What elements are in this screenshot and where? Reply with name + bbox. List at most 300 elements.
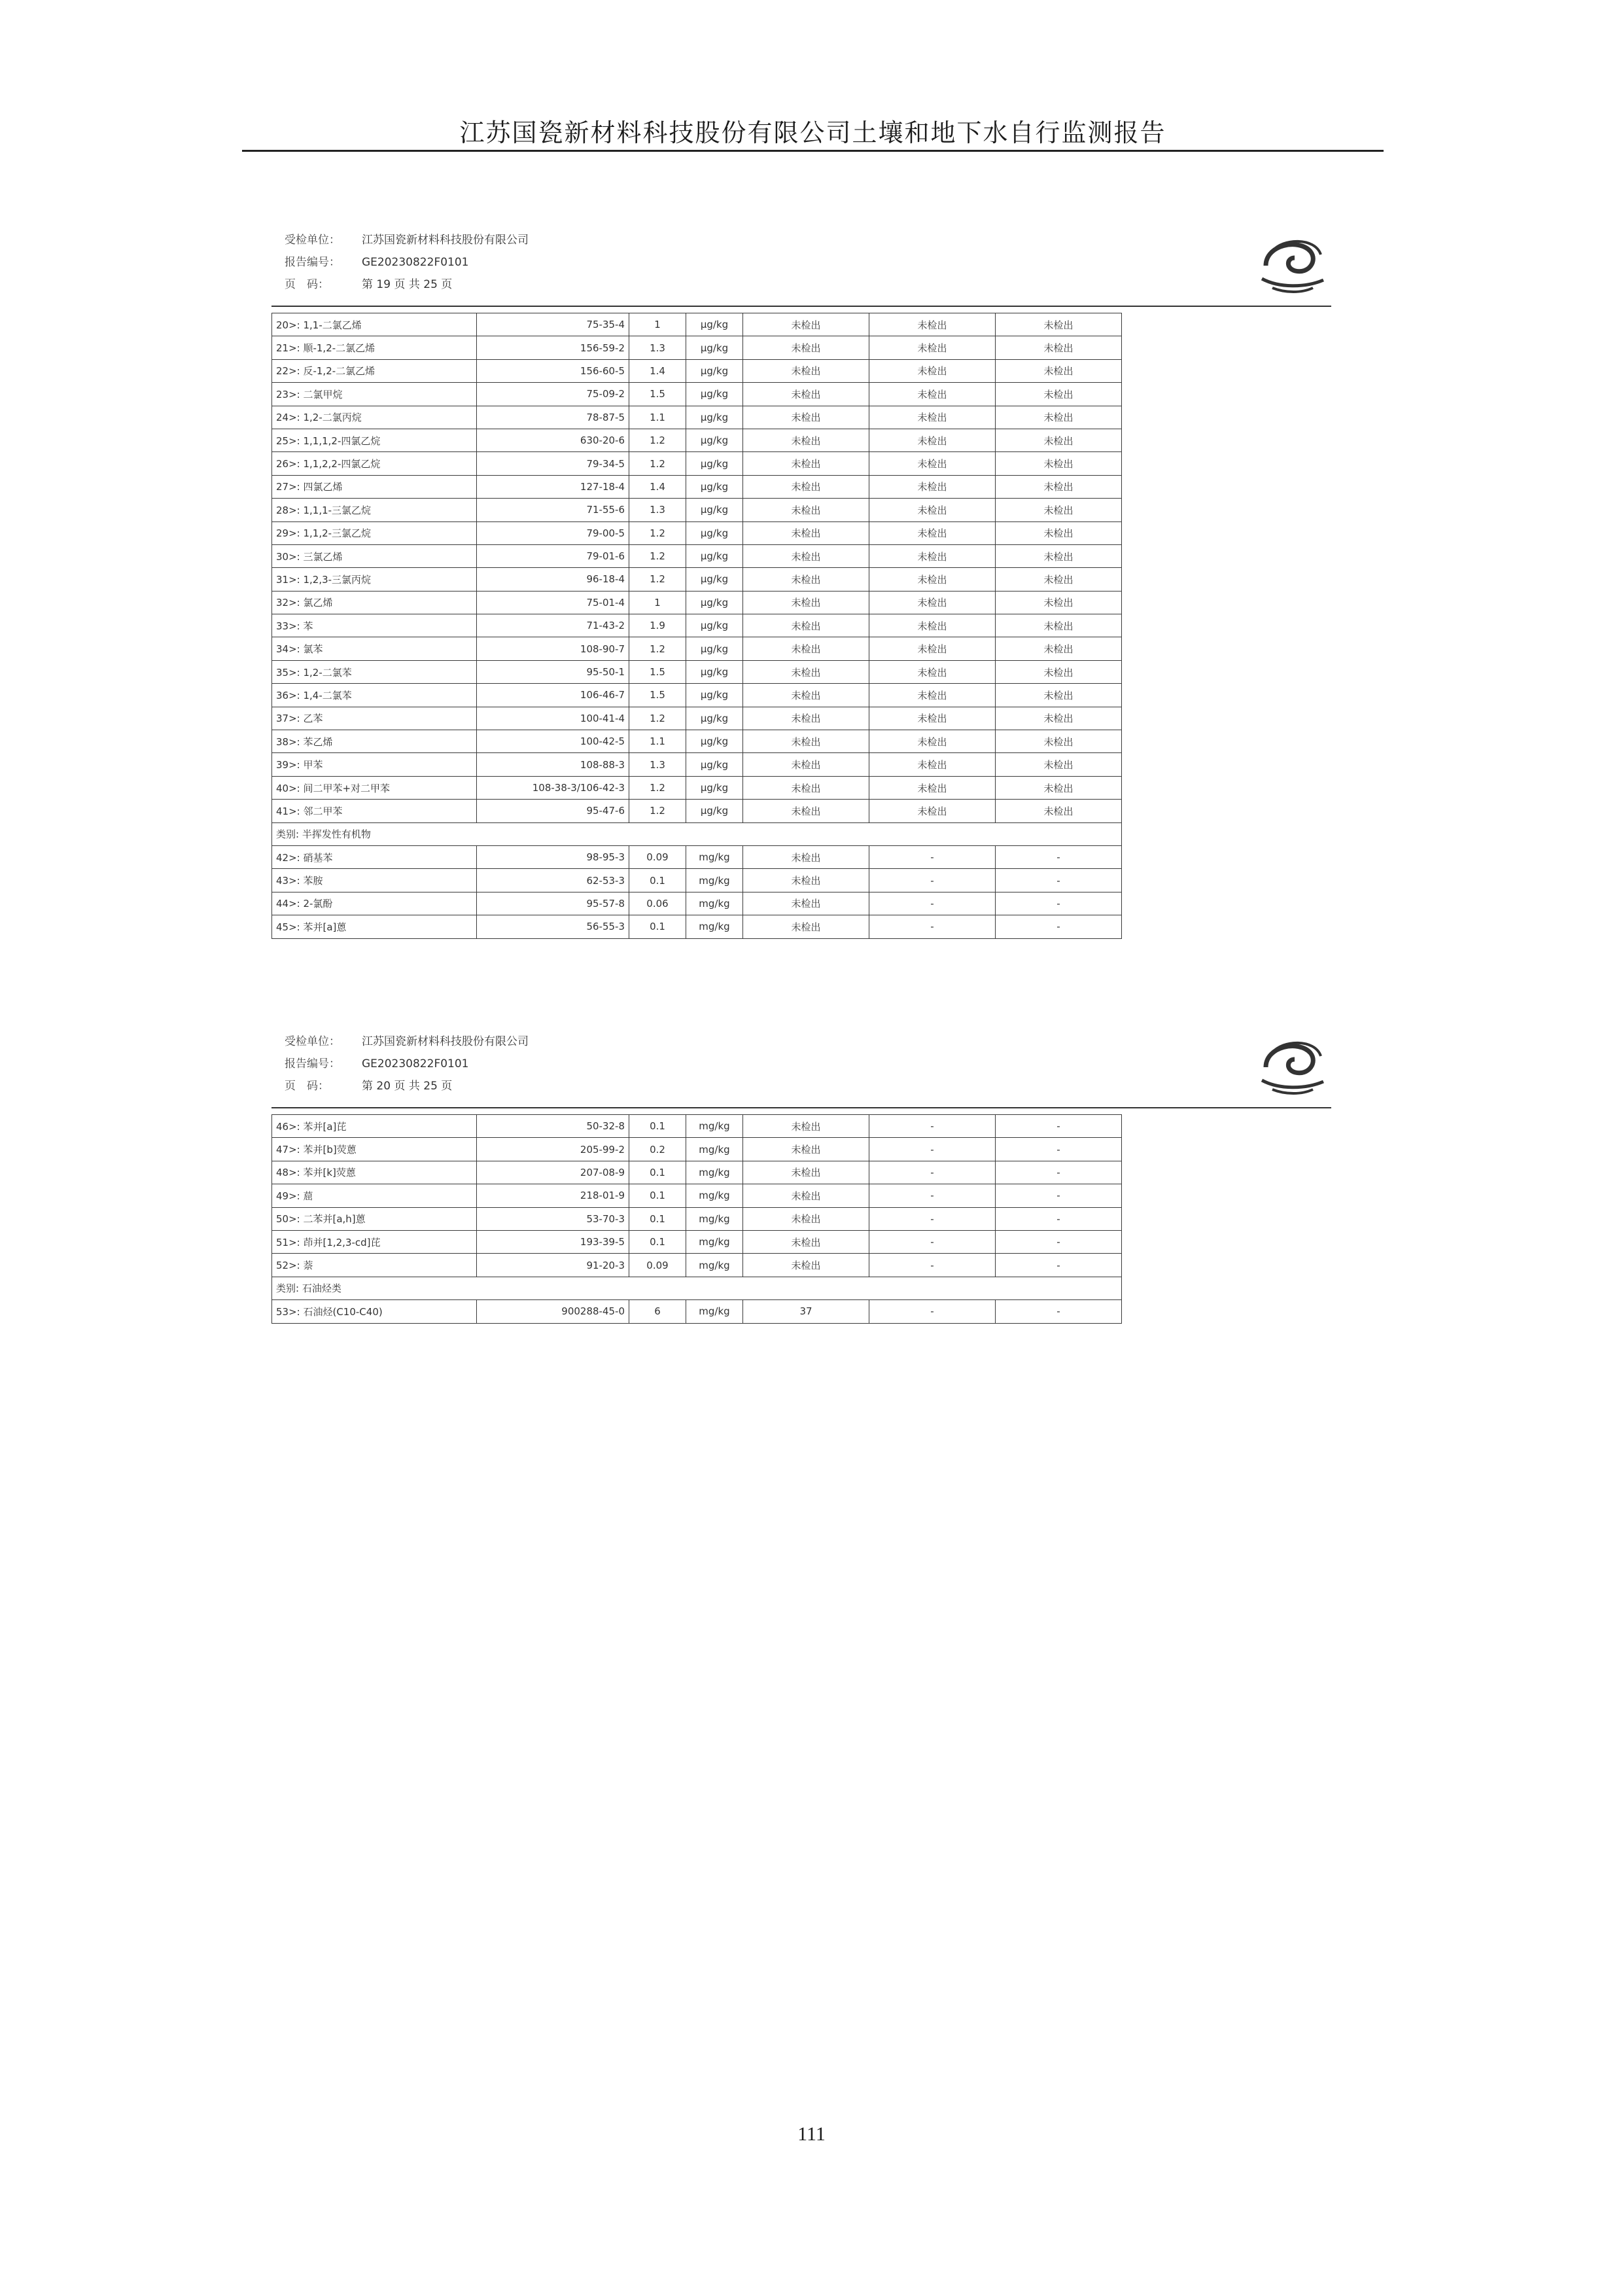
detection-limit: 1.2 <box>629 776 686 799</box>
result-2: 未检出 <box>869 406 996 429</box>
result-1: 未检出 <box>743 869 869 892</box>
result-3: 未检出 <box>996 452 1122 475</box>
unit: mg/kg <box>686 892 743 915</box>
analyte-name: 49>: 䓛 <box>272 1184 477 1207</box>
result-1: 未检出 <box>743 753 869 776</box>
detection-limit: 0.2 <box>629 1138 686 1161</box>
result-1: 未检出 <box>743 1230 869 1253</box>
result-2: 未检出 <box>869 499 996 521</box>
unit: μg/kg <box>686 452 743 475</box>
cas-number: 100-42-5 <box>477 730 629 753</box>
table-row <box>272 753 1122 776</box>
result-3: - <box>996 892 1122 915</box>
category-row <box>272 822 1122 845</box>
detection-limit: 0.1 <box>629 869 686 892</box>
unit: μg/kg <box>686 475 743 498</box>
analyte-name: 36>: 1,4-二氯苯 <box>272 684 477 707</box>
meta-key: 报告编号： <box>285 256 340 269</box>
table-row <box>272 591 1122 614</box>
analyte-name: 33>: 苯 <box>272 614 477 637</box>
detection-limit: 1.2 <box>629 429 686 451</box>
detection-limit: 1 <box>629 591 686 614</box>
unit: mg/kg <box>686 1161 743 1184</box>
result-2: - <box>869 915 996 938</box>
analyte-name: 37>: 乙苯 <box>272 707 477 730</box>
result-2: 未检出 <box>869 336 996 359</box>
meta-key: 页 码： <box>285 1080 329 1093</box>
result-2: 未检出 <box>869 475 996 498</box>
result-3: 未检出 <box>996 336 1122 359</box>
detection-limit: 1.2 <box>629 637 686 660</box>
unit: μg/kg <box>686 730 743 753</box>
unit: μg/kg <box>686 614 743 637</box>
meta-key: 页 码： <box>285 278 329 291</box>
cas-number: 96-18-4 <box>477 568 629 591</box>
cas-number: 106-46-7 <box>477 684 629 707</box>
result-1: 未检出 <box>743 1115 869 1138</box>
table-row <box>272 429 1122 451</box>
meta-row <box>285 274 1331 296</box>
cas-number: 205-99-2 <box>477 1138 629 1161</box>
detection-limit: 1.2 <box>629 707 686 730</box>
analyte-name: 27>: 四氯乙烯 <box>272 475 477 498</box>
table-row <box>272 915 1122 938</box>
detection-limit: 1.3 <box>629 499 686 521</box>
cas-number: 207-08-9 <box>477 1161 629 1184</box>
result-2: 未检出 <box>869 730 996 753</box>
analyte-name: 32>: 氯乙烯 <box>272 591 477 614</box>
detection-limit: 1.2 <box>629 568 686 591</box>
scan-rule <box>271 306 1331 307</box>
cas-number: 75-09-2 <box>477 383 629 406</box>
category-row <box>272 1277 1122 1299</box>
result-1: 未检出 <box>743 475 869 498</box>
cas-number: 53-70-3 <box>477 1207 629 1230</box>
detection-limit: 1.1 <box>629 730 686 753</box>
result-1: 未检出 <box>743 1184 869 1207</box>
result-2: 未检出 <box>869 707 996 730</box>
analyte-name: 48>: 苯并[k]荧蒽 <box>272 1161 477 1184</box>
unit: mg/kg <box>686 1300 743 1323</box>
analyte-name: 39>: 甲苯 <box>272 753 477 776</box>
analyte-name: 28>: 1,1,1-三氯乙烷 <box>272 499 477 521</box>
result-1: 未检出 <box>743 637 869 660</box>
result-2: - <box>869 1230 996 1253</box>
unit: μg/kg <box>686 336 743 359</box>
table-row <box>272 800 1122 822</box>
analyte-name: 41>: 邻二甲苯 <box>272 800 477 822</box>
result-1: 未检出 <box>743 776 869 799</box>
table-row <box>272 776 1122 799</box>
detection-limit: 0.1 <box>629 1230 686 1253</box>
unit: mg/kg <box>686 1207 743 1230</box>
result-3: - <box>996 1138 1122 1161</box>
detection-limit: 1.5 <box>629 660 686 683</box>
result-3: - <box>996 1300 1122 1323</box>
result-1: 未检出 <box>743 614 869 637</box>
unit: μg/kg <box>686 359 743 382</box>
result-1: 未检出 <box>743 336 869 359</box>
cas-number: 108-90-7 <box>477 637 629 660</box>
result-2: - <box>869 1161 996 1184</box>
result-1: 未检出 <box>743 707 869 730</box>
result-3: - <box>996 1230 1122 1253</box>
analyte-name: 42>: 硝基苯 <box>272 845 477 868</box>
meta-value: GE20230822F0101 <box>362 256 469 269</box>
result-2: - <box>869 1184 996 1207</box>
table-row <box>272 1254 1122 1277</box>
unit: μg/kg <box>686 591 743 614</box>
scan-rule <box>271 1107 1331 1108</box>
result-2: 未检出 <box>869 313 996 336</box>
unit: mg/kg <box>686 1254 743 1277</box>
result-3: 未检出 <box>996 684 1122 707</box>
unit: μg/kg <box>686 568 743 591</box>
meta-row <box>285 1075 1331 1097</box>
detection-limit: 0.1 <box>629 1184 686 1207</box>
analyte-name: 35>: 1,2-二氯苯 <box>272 660 477 683</box>
analyte-name: 21>: 顺-1,2-二氯乙烯 <box>272 336 477 359</box>
result-2: 未检出 <box>869 591 996 614</box>
analyte-name: 20>: 1,1-二氯乙烯 <box>272 313 477 336</box>
analyte-name: 44>: 2-氯酚 <box>272 892 477 915</box>
detection-limit: 0.1 <box>629 915 686 938</box>
result-3: 未检出 <box>996 429 1122 451</box>
analyte-name: 51>: 茚并[1,2,3-cd]芘 <box>272 1230 477 1253</box>
result-2: 未检出 <box>869 568 996 591</box>
detection-limit: 1.5 <box>629 383 686 406</box>
table-row <box>272 1161 1122 1184</box>
cas-number: 95-47-6 <box>477 800 629 822</box>
meta-key: 报告编号： <box>285 1057 340 1070</box>
unit: μg/kg <box>686 753 743 776</box>
result-1: 未检出 <box>743 383 869 406</box>
result-3: 未检出 <box>996 614 1122 637</box>
company-logo-icon <box>1253 225 1331 304</box>
result-3: - <box>996 1254 1122 1277</box>
unit: mg/kg <box>686 1138 743 1161</box>
result-1: 未检出 <box>743 1254 869 1277</box>
result-3: 未检出 <box>996 776 1122 799</box>
result-3: 未检出 <box>996 660 1122 683</box>
table-row <box>272 1138 1122 1161</box>
result-2: 未检出 <box>869 660 996 683</box>
analyte-name: 31>: 1,2,3-三氯丙烷 <box>272 568 477 591</box>
cas-number: 108-88-3 <box>477 753 629 776</box>
company-logo-icon <box>1253 1027 1331 1105</box>
table-row <box>272 499 1122 521</box>
result-3: - <box>996 1161 1122 1184</box>
result-2: 未检出 <box>869 800 996 822</box>
cas-number: 79-34-5 <box>477 452 629 475</box>
unit: μg/kg <box>686 544 743 567</box>
result-1: 未检出 <box>743 660 869 683</box>
meta-value: 江苏国瓷新材料科技股份有限公司 <box>362 234 529 247</box>
table-row <box>272 336 1122 359</box>
result-1: 未检出 <box>743 800 869 822</box>
cas-number: 193-39-5 <box>477 1230 629 1253</box>
result-1: 未检出 <box>743 892 869 915</box>
result-3: 未检出 <box>996 406 1122 429</box>
table-row <box>272 845 1122 868</box>
results-table <box>271 1114 1122 1324</box>
result-3: 未检出 <box>996 475 1122 498</box>
result-2: - <box>869 845 996 868</box>
cas-number: 95-57-8 <box>477 892 629 915</box>
meta-key: 受检单位： <box>285 234 340 247</box>
meta-row <box>285 229 1331 251</box>
table-row <box>272 521 1122 544</box>
detection-limit: 0.1 <box>629 1115 686 1138</box>
cas-number: 75-35-4 <box>477 313 629 336</box>
detection-limit: 0.09 <box>629 845 686 868</box>
detection-limit: 1.2 <box>629 452 686 475</box>
analyte-name: 53>: 石油烃(C10-C40) <box>272 1300 477 1323</box>
meta-value: 第 20 页 共 25 页 <box>362 1080 453 1093</box>
cas-number: 108-38-3/106-42-3 <box>477 776 629 799</box>
table-row <box>272 544 1122 567</box>
category-label: 类别: 半挥发性有机物 <box>272 822 1122 845</box>
result-3: 未检出 <box>996 800 1122 822</box>
analyte-name: 47>: 苯并[b]荧蒽 <box>272 1138 477 1161</box>
result-1: 未检出 <box>743 359 869 382</box>
result-1: 未检出 <box>743 429 869 451</box>
cas-number: 62-53-3 <box>477 869 629 892</box>
result-2: 未检出 <box>869 383 996 406</box>
result-1: 未检出 <box>743 1138 869 1161</box>
result-1: 未检出 <box>743 568 869 591</box>
result-2: 未检出 <box>869 521 996 544</box>
unit: μg/kg <box>686 660 743 683</box>
result-2: - <box>869 1254 996 1277</box>
results-table <box>271 313 1122 939</box>
result-3: - <box>996 1184 1122 1207</box>
cas-number: 79-01-6 <box>477 544 629 567</box>
result-1: 未检出 <box>743 1207 869 1230</box>
result-3: 未检出 <box>996 591 1122 614</box>
analyte-name: 38>: 苯乙烯 <box>272 730 477 753</box>
result-3: 未检出 <box>996 753 1122 776</box>
result-2: 未检出 <box>869 452 996 475</box>
result-1: 未检出 <box>743 1161 869 1184</box>
analyte-name: 22>: 反-1,2-二氯乙烯 <box>272 359 477 382</box>
unit: mg/kg <box>686 869 743 892</box>
result-1: 37 <box>743 1300 869 1323</box>
result-2: 未检出 <box>869 544 996 567</box>
analyte-name: 29>: 1,1,2-三氯乙烷 <box>272 521 477 544</box>
cas-number: 71-55-6 <box>477 499 629 521</box>
category-label: 类别: 石油烃类 <box>272 1277 1122 1299</box>
table-row <box>272 730 1122 753</box>
analyte-name: 26>: 1,1,2,2-四氯乙烷 <box>272 452 477 475</box>
result-1: 未检出 <box>743 915 869 938</box>
unit: μg/kg <box>686 429 743 451</box>
result-3: 未检出 <box>996 637 1122 660</box>
unit: μg/kg <box>686 499 743 521</box>
scanned-page-19 <box>271 229 1331 933</box>
detection-limit: 1.2 <box>629 521 686 544</box>
analyte-name: 52>: 萘 <box>272 1254 477 1277</box>
cas-number: 100-41-4 <box>477 707 629 730</box>
result-3: - <box>996 869 1122 892</box>
meta-value: GE20230822F0101 <box>362 1057 469 1070</box>
detection-limit: 1.2 <box>629 544 686 567</box>
result-3: 未检出 <box>996 707 1122 730</box>
result-3: 未检出 <box>996 521 1122 544</box>
table-row <box>272 892 1122 915</box>
cas-number: 50-32-8 <box>477 1115 629 1138</box>
detection-limit: 0.1 <box>629 1207 686 1230</box>
cas-number: 218-01-9 <box>477 1184 629 1207</box>
result-3: 未检出 <box>996 499 1122 521</box>
table-row <box>272 475 1122 498</box>
result-2: 未检出 <box>869 684 996 707</box>
result-1: 未检出 <box>743 452 869 475</box>
report-meta <box>285 229 1331 296</box>
detection-limit: 1.3 <box>629 336 686 359</box>
analyte-name: 40>: 间二甲苯+对二甲苯 <box>272 776 477 799</box>
result-1: 未检出 <box>743 591 869 614</box>
unit: μg/kg <box>686 637 743 660</box>
detection-limit: 1.3 <box>629 753 686 776</box>
result-2: 未检出 <box>869 614 996 637</box>
table-row <box>272 637 1122 660</box>
table-row <box>272 359 1122 382</box>
table-row <box>272 1115 1122 1138</box>
result-1: 未检出 <box>743 499 869 521</box>
unit: mg/kg <box>686 845 743 868</box>
cas-number: 75-01-4 <box>477 591 629 614</box>
meta-value: 第 19 页 共 25 页 <box>362 278 453 291</box>
table-row <box>272 707 1122 730</box>
result-3: - <box>996 915 1122 938</box>
detection-limit: 0.09 <box>629 1254 686 1277</box>
cas-number: 79-00-5 <box>477 521 629 544</box>
table-row <box>272 313 1122 336</box>
cas-number: 900288-45-0 <box>477 1300 629 1323</box>
analyte-name: 43>: 苯胺 <box>272 869 477 892</box>
result-3: 未检出 <box>996 544 1122 567</box>
unit: μg/kg <box>686 383 743 406</box>
unit: μg/kg <box>686 800 743 822</box>
cas-number: 127-18-4 <box>477 475 629 498</box>
detection-limit: 0.06 <box>629 892 686 915</box>
unit: mg/kg <box>686 1230 743 1253</box>
detection-limit: 1.4 <box>629 359 686 382</box>
analyte-name: 24>: 1,2-二氯丙烷 <box>272 406 477 429</box>
cas-number: 98-95-3 <box>477 845 629 868</box>
result-1: 未检出 <box>743 313 869 336</box>
detection-limit: 0.1 <box>629 1161 686 1184</box>
result-2: 未检出 <box>869 637 996 660</box>
cas-number: 91-20-3 <box>477 1254 629 1277</box>
meta-row <box>285 251 1331 274</box>
result-3: 未检出 <box>996 383 1122 406</box>
result-1: 未检出 <box>743 845 869 868</box>
table-row <box>272 684 1122 707</box>
result-1: 未检出 <box>743 406 869 429</box>
analyte-name: 45>: 苯并[a]蒽 <box>272 915 477 938</box>
result-3: - <box>996 1115 1122 1138</box>
result-2: - <box>869 1115 996 1138</box>
cas-number: 56-55-3 <box>477 915 629 938</box>
unit: μg/kg <box>686 684 743 707</box>
detection-limit: 1.4 <box>629 475 686 498</box>
table-row <box>272 1230 1122 1253</box>
table-row <box>272 1184 1122 1207</box>
cas-number: 71-43-2 <box>477 614 629 637</box>
unit: mg/kg <box>686 1184 743 1207</box>
analyte-name: 30>: 三氯乙烯 <box>272 544 477 567</box>
unit: μg/kg <box>686 776 743 799</box>
table-row <box>272 406 1122 429</box>
cas-number: 156-59-2 <box>477 336 629 359</box>
unit: μg/kg <box>686 406 743 429</box>
result-2: 未检出 <box>869 359 996 382</box>
cas-number: 95-50-1 <box>477 660 629 683</box>
result-1: 未检出 <box>743 684 869 707</box>
result-2: - <box>869 1207 996 1230</box>
report-meta <box>285 1031 1331 1097</box>
result-2: 未检出 <box>869 429 996 451</box>
table-row <box>272 614 1122 637</box>
cas-number: 78-87-5 <box>477 406 629 429</box>
table-row <box>272 452 1122 475</box>
table-row <box>272 1300 1122 1323</box>
result-2: - <box>869 1300 996 1323</box>
table-row <box>272 660 1122 683</box>
unit: mg/kg <box>686 915 743 938</box>
result-2: 未检出 <box>869 776 996 799</box>
meta-value: 江苏国瓷新材料科技股份有限公司 <box>362 1035 529 1048</box>
page-header: 江苏国瓷新材料科技股份有限公司土壤和地下水自行监测报告 <box>459 118 1166 147</box>
table-row <box>272 1207 1122 1230</box>
detection-limit: 6 <box>629 1300 686 1323</box>
meta-key: 受检单位： <box>285 1035 340 1048</box>
analyte-name: 34>: 氯苯 <box>272 637 477 660</box>
detection-limit: 1.5 <box>629 684 686 707</box>
analyte-name: 25>: 1,1,1,2-四氯乙烷 <box>272 429 477 451</box>
detection-limit: 1.9 <box>629 614 686 637</box>
unit: mg/kg <box>686 1115 743 1138</box>
table-row <box>272 383 1122 406</box>
result-3: 未检出 <box>996 568 1122 591</box>
table-row <box>272 568 1122 591</box>
result-2: - <box>869 869 996 892</box>
detection-limit: 1 <box>629 313 686 336</box>
analyte-name: 46>: 苯并[a]芘 <box>272 1115 477 1138</box>
result-1: 未检出 <box>743 544 869 567</box>
result-3: 未检出 <box>996 313 1122 336</box>
detection-limit: 1.2 <box>629 800 686 822</box>
meta-row <box>285 1053 1331 1075</box>
unit: μg/kg <box>686 707 743 730</box>
header-rule <box>242 150 1384 152</box>
result-3: - <box>996 845 1122 868</box>
analyte-name: 23>: 二氯甲烷 <box>272 383 477 406</box>
page-number: 111 <box>797 2123 826 2145</box>
analyte-name: 50>: 二苯并[a,h]蒽 <box>272 1207 477 1230</box>
meta-row <box>285 1031 1331 1053</box>
unit: μg/kg <box>686 521 743 544</box>
result-3: 未检出 <box>996 730 1122 753</box>
cas-number: 156-60-5 <box>477 359 629 382</box>
result-1: 未检出 <box>743 730 869 753</box>
table-row <box>272 869 1122 892</box>
result-2: 未检出 <box>869 753 996 776</box>
cas-number: 630-20-6 <box>477 429 629 451</box>
unit: μg/kg <box>686 313 743 336</box>
